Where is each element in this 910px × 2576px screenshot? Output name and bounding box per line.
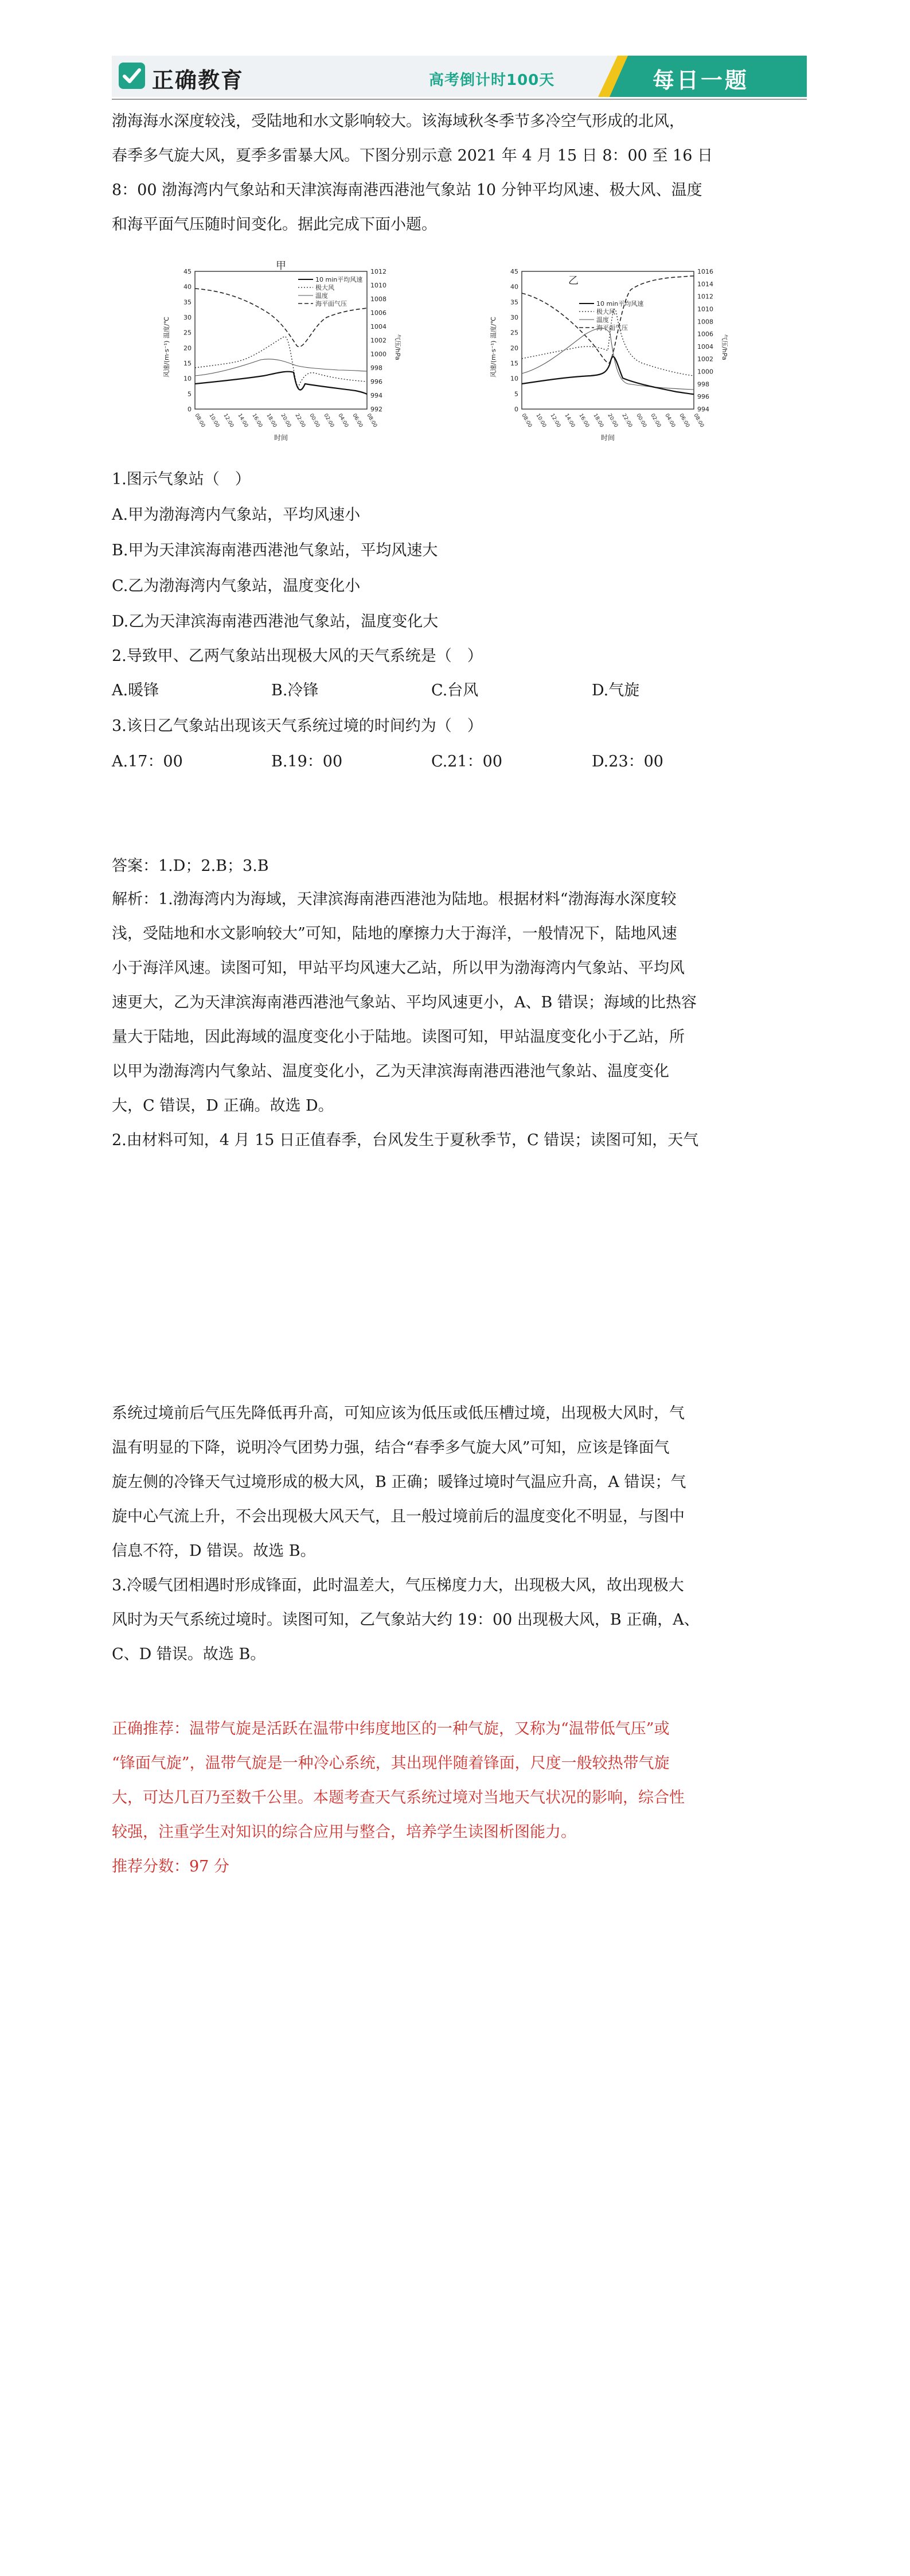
axis-tick-label: 1002 (370, 337, 386, 344)
axis-tick-label: 40 (510, 283, 518, 291)
axis-tick-label: 22:00 (620, 413, 634, 429)
analysis-2-line: 旋左侧的冷锋天气过境形成的极大风，B 正确；暖锋过境时气温应升高，A 错误；气 (112, 1473, 686, 1491)
q1-option-a: A.甲为渤海湾内气象站，平均风速小 (112, 506, 361, 524)
chart-yi-series-wind (522, 357, 694, 394)
passage-line: 和海平面气压随时间变化。据此完成下面小题。 (112, 216, 437, 234)
passage-line: 春季多气旋大风，夏季多雷暴大风。下图分别示意 2021 年 4 月 15 日 8：00 至 16 日 (112, 147, 713, 165)
header-banner (112, 56, 807, 97)
chart-yi-legend (579, 299, 643, 332)
analysis-line: 大，C 错误，D 正确。故选 D。 (112, 1097, 334, 1115)
legend-entry: 温度 (596, 316, 609, 324)
axis-tick-label: 1010 (697, 305, 713, 313)
chart-jia-right-axis (370, 268, 386, 413)
analysis-2-line: 信息不符，D 错误。故选 B。 (112, 1542, 316, 1560)
analysis-line: 速更大，乙为天津滨海南港西港池气象站、平均风速更小，A、B 错误；海域的比热容 (112, 994, 697, 1011)
axis-tick-label: 40 (183, 283, 192, 291)
passage-line: 8：00 渤海湾内气象站和天津滨海南港西港池气象站 10 分钟平均风速、极大风、温度 (112, 181, 702, 199)
chart-jia-series-pressure (195, 289, 367, 347)
axis-tick-label: 1004 (697, 343, 713, 351)
axis-tick-label: 20:00 (279, 413, 292, 429)
axis-tick-label: 18:00 (592, 413, 605, 429)
axis-tick-label: 35 (183, 298, 192, 306)
axis-tick-label: 45 (183, 268, 192, 275)
axis-tick-label: 10 (510, 375, 518, 383)
chart-jia-ylabel-right: 气压/hPa (394, 334, 401, 360)
header-rule (112, 99, 807, 100)
chart-jia-series-wind (195, 372, 367, 394)
axis-tick-label: 1006 (697, 330, 713, 338)
axis-tick-label: 0 (188, 406, 192, 413)
axis-tick-label: 06:00 (351, 413, 364, 429)
recommendation-line: 大，可达几百乃至数千公里。本题考查天气系统过境对当地天气状况的影响，综合性 (112, 1789, 685, 1807)
axis-tick-label: 20:00 (606, 413, 619, 429)
chart-jia-x-axis (193, 413, 378, 429)
daily-question-label: 每日一题 (653, 68, 749, 93)
axis-tick-label: 16:00 (251, 413, 264, 429)
axis-tick-label: 14:00 (563, 413, 576, 429)
recommendation-line: 较强，注重学生对知识的综合应用与整合，培养学生读图析图能力。 (112, 1823, 576, 1841)
axis-tick-label: 12:00 (222, 413, 235, 429)
axis-tick-label: 5 (514, 390, 518, 398)
chart-yi (487, 261, 728, 445)
axis-tick-label: 20 (510, 344, 518, 352)
chart-yi-title: 乙 (568, 275, 579, 287)
q2-option-a: A.暖锋 (112, 682, 159, 699)
axis-tick-label: 10:00 (208, 413, 221, 429)
axis-tick-label: 5 (188, 390, 192, 398)
chart-yi-right-axis (697, 268, 713, 413)
q1-option-d: D.乙为天津滨海南港西港池气象站，温度变化大 (112, 613, 439, 631)
axis-tick-label: 996 (697, 393, 709, 401)
axis-tick-label: 04:00 (663, 413, 677, 429)
q2-option-c: C.台风 (431, 682, 479, 699)
axis-tick-label: 25 (183, 329, 192, 337)
axis-tick-label: 02:00 (322, 413, 335, 429)
analysis-line: 解析：1.渤海湾内为海域，天津滨海南港西港池为陆地。根据材料“渤海海水深度较 (112, 890, 677, 908)
q3-option-a: A.17：00 (112, 753, 183, 771)
axis-tick-label: 1006 (370, 309, 386, 317)
analysis-line: 以甲为渤海湾内气象站、温度变化小，乙为天津滨海南港西港池气象站、温度变化 (112, 1063, 669, 1080)
chart-jia-ylabel-left: 风速/(m·s⁻¹) 温度/℃ (163, 316, 170, 378)
daily-question-tag (598, 56, 807, 97)
legend-entry: 10 min平均风速 (596, 300, 644, 308)
legend-entry: 极大风 (315, 284, 334, 291)
analysis-3-line: 风时为天气系统过境时。读图可知，乙气象站大约 19：00 出现极大风，B 正确，A、 (112, 1611, 700, 1629)
axis-tick-label: 994 (697, 406, 709, 413)
analysis-2-line: 系统过境前后气压先降低再升高，可知应该为低压或低压槽过境，出现极大风时，气 (112, 1404, 685, 1422)
analysis-line: 量大于陆地，因此海域的温度变化小于陆地。读图可知，甲站温度变化小于乙站，所 (112, 1028, 685, 1046)
axis-tick-label: 1014 (697, 280, 713, 288)
axis-tick-label: 16:00 (577, 413, 591, 429)
recommendation-line: “锋面气旋”，温带气旋是一种冷心系统，其出现伴随着锋面，尺度一般较热带气旋 (112, 1754, 670, 1772)
axis-tick-label: 00:00 (308, 413, 321, 429)
legend-entry: 10 min平均风速 (315, 276, 363, 283)
passage-line: 渤海海水深度较浅，受陆地和水文影响较大。该海域秋冬季节多冷空气形成的北风， (112, 112, 685, 130)
q3-option-b: B.19：00 (271, 753, 343, 771)
legend-entry: 极大风 (596, 308, 615, 316)
analysis-2-line: 温有明显的下降，说明冷气团势力强，结合“春季多气旋大风”可知，应该是锋面气 (112, 1439, 670, 1457)
q2-option-d: D.气旋 (592, 682, 640, 699)
brand-name: 正确教育 (152, 68, 244, 93)
axis-tick-label: 20 (183, 344, 192, 352)
axis-tick-label: 1000 (697, 368, 713, 376)
chart-jia-series-temp (195, 359, 367, 376)
axis-tick-label: 08:00 (193, 413, 206, 429)
chart-yi-xlabel: 时间 (600, 434, 615, 442)
axis-tick-label: 1012 (370, 268, 386, 275)
countdown-slogan: 高考倒计时100天 (429, 72, 555, 89)
check-logo-icon (119, 63, 145, 89)
chart-yi-ylabel-left: 风速/(m·s⁻¹) 温度/℃ (490, 316, 497, 378)
axis-tick-label: 02:00 (649, 413, 662, 429)
chart-jia-left-axis (183, 268, 192, 413)
q1-option-b: B.甲为天津滨海南港西港池气象站，平均风速大 (112, 542, 438, 559)
question-2: 2.导致甲、乙两气象站出现极大风的天气系统是（ ） (112, 647, 483, 665)
axis-tick-label: 1002 (697, 355, 713, 363)
axis-tick-label: 1004 (370, 323, 386, 330)
question-1: 1.图示气象站（ ） (112, 470, 251, 488)
analysis-2-line: 旋中心气流上升，不会出现极大风天气，且一般过境前后的温度变化不明显，与图中 (112, 1508, 685, 1526)
legend-entry: 海平面气压 (315, 300, 347, 308)
axis-tick-label: 998 (370, 364, 382, 372)
analysis-3-line: 3.冷暖气团相遇时形成锋面，此时温差大，气压梯度力大，出现极大风，故出现极大 (112, 1577, 684, 1594)
axis-tick-label: 14:00 (236, 413, 249, 429)
axis-tick-label: 25 (510, 329, 518, 337)
axis-tick-label: 0 (514, 406, 518, 413)
axis-tick-label: 1012 (697, 293, 713, 301)
q2-option-b: B.冷锋 (271, 682, 319, 699)
analysis-line: 浅，受陆地和水文影响较大”可知，陆地的摩擦力大于海洋，一般情况下，陆地风速 (112, 925, 677, 943)
axis-tick-label: 12:00 (549, 413, 562, 429)
axis-tick-label: 10:00 (534, 413, 548, 429)
chart-yi-ylabel-right: 气压/hPa (721, 334, 728, 360)
axis-tick-label: 1016 (697, 268, 713, 275)
axis-tick-label: 1008 (370, 295, 386, 303)
axis-tick-label: 992 (370, 406, 382, 413)
axis-tick-label: 996 (370, 378, 382, 386)
chart-yi-left-axis (510, 268, 518, 413)
recommendation-score: 推荐分数：97 分 (112, 1858, 229, 1875)
axis-tick-label: 1010 (370, 282, 386, 289)
q3-option-c: C.21：00 (431, 753, 502, 771)
recommendation-line: 正确推荐：温带气旋是活跃在温带中纬度地区的一种气旋，又称为“温带低气压”或 (112, 1720, 670, 1738)
chart-jia-xlabel: 时间 (274, 434, 288, 442)
legend-entry: 海平面气压 (596, 324, 628, 332)
axis-tick-label: 08:00 (365, 413, 378, 429)
q3-option-d: D.23：00 (592, 753, 663, 771)
axis-tick-label: 04:00 (337, 413, 350, 429)
chart-jia-series-gust (195, 336, 367, 387)
axis-tick-label: 15 (183, 360, 192, 367)
axis-tick-label: 08:00 (520, 413, 533, 429)
answer-line: 答案：1.D；2.B；3.B (112, 857, 269, 875)
axis-tick-label: 1000 (370, 351, 386, 358)
question-3: 3.该日乙气象站出现该天气系统过境的时间约为（ ） (112, 717, 483, 735)
axis-tick-label: 45 (510, 268, 518, 275)
axis-tick-label: 35 (510, 298, 518, 306)
analysis-3-line: C、D 错误。故选 B。 (112, 1645, 266, 1663)
q1-option-c: C.乙为渤海湾内气象站，温度变化小 (112, 577, 361, 595)
axis-tick-label: 998 (697, 380, 709, 388)
axis-tick-label: 18:00 (265, 413, 278, 429)
analysis-line: 小于海洋风速。读图可知，甲站平均风速大乙站，所以甲为渤海湾内气象站、平均风 (112, 959, 685, 977)
chart-jia-legend (298, 275, 362, 308)
axis-tick-label: 10 (183, 375, 192, 383)
axis-tick-label: 00:00 (635, 413, 648, 429)
chart-jia-title: 甲 (276, 261, 286, 272)
axis-tick-label: 994 (370, 392, 382, 399)
chart-jia (161, 261, 401, 445)
analysis-2-line: 2.由材料可知，4 月 15 日正值春季，台风发生于夏秋季节，C 错误；读图可知，天气 (112, 1131, 699, 1149)
axis-tick-label: 30 (183, 314, 192, 321)
axis-tick-label: 30 (510, 314, 518, 321)
axis-tick-label: 22:00 (294, 413, 307, 429)
axis-tick-label: 15 (510, 360, 518, 367)
axis-tick-label: 08:00 (692, 413, 705, 429)
axis-tick-label: 1008 (697, 318, 713, 326)
chart-yi-x-axis (520, 413, 705, 429)
legend-entry: 温度 (315, 292, 328, 299)
axis-tick-label: 06:00 (678, 413, 691, 429)
